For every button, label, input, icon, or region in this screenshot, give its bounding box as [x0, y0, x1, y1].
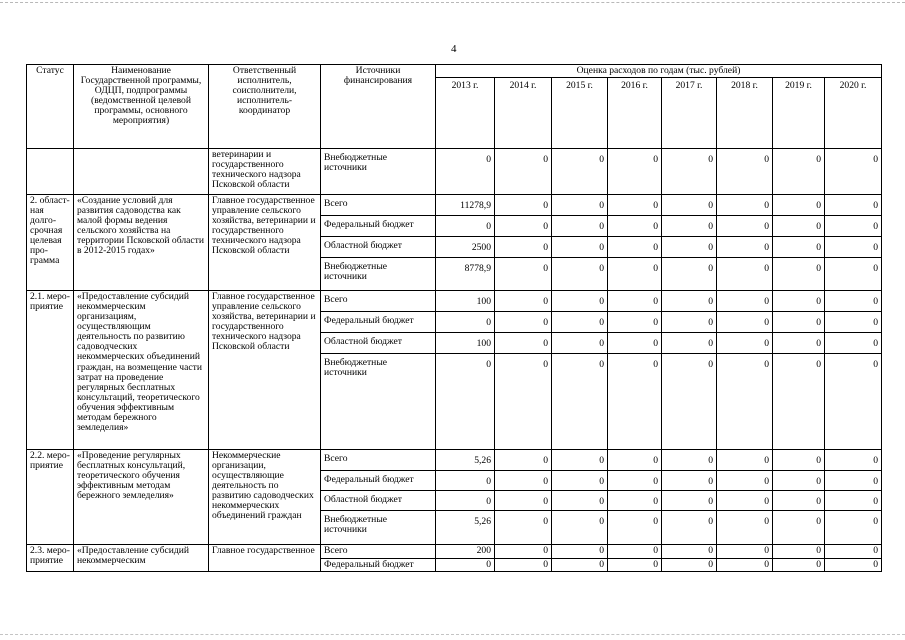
value-cell: 0 — [495, 237, 552, 258]
value-cell: 0 — [662, 354, 717, 450]
value-cell: 0 — [662, 491, 717, 511]
value-cell: 0 — [552, 258, 608, 291]
source-cell: Федеральный бюджет — [321, 216, 436, 237]
value-cell: 0 — [825, 333, 882, 354]
value-cell: 0 — [436, 491, 495, 511]
value-cell: 0 — [552, 354, 608, 450]
value-cell: 0 — [552, 237, 608, 258]
table-row — [27, 291, 882, 312]
scan-edge-bottom — [0, 634, 905, 635]
value-cell: 0 — [773, 333, 825, 354]
source-cell: Всего — [321, 545, 436, 559]
value-cell: 0 — [773, 450, 825, 471]
value-cell: 0 — [495, 354, 552, 450]
value-cell: 0 — [552, 149, 608, 195]
value-cell: 0 — [662, 471, 717, 491]
value-cell: 0 — [662, 312, 717, 333]
value-cell: 0 — [608, 511, 662, 545]
value-cell: 0 — [662, 559, 717, 572]
value-cell: 2500 — [436, 237, 495, 258]
value-cell: 0 — [608, 491, 662, 511]
name-cell — [74, 149, 209, 195]
value-cell: 0 — [662, 195, 717, 216]
value-cell: 0 — [717, 559, 773, 572]
value-cell: 0 — [495, 149, 552, 195]
table-row — [27, 195, 882, 216]
name-cell: «Создание условий для развития садоводства как малой формы ведения сельского хозяйства на территории Псковской области в 2012-2015 годах» — [74, 195, 209, 291]
status-cell: 2.1. меро-приятие — [27, 291, 74, 450]
value-cell: 0 — [608, 450, 662, 471]
value-cell: 0 — [825, 312, 882, 333]
scan-edge-top — [0, 2, 905, 3]
value-cell: 0 — [608, 216, 662, 237]
value-cell: 0 — [717, 545, 773, 559]
value-cell: 0 — [495, 559, 552, 572]
header-row — [27, 65, 882, 78]
responsible-cell: Главное государственное — [209, 545, 321, 572]
value-cell: 0 — [717, 333, 773, 354]
value-cell: 0 — [552, 333, 608, 354]
value-cell: 0 — [495, 291, 552, 312]
header-name: Наименование Государственной программы, ОДЦП, подпрограммы (ведомственной целевой программы, основного мероприятия) — [74, 65, 209, 149]
value-cell: 0 — [662, 149, 717, 195]
value-cell: 0 — [773, 149, 825, 195]
value-cell: 0 — [436, 471, 495, 491]
header-year: 2014 г. — [495, 78, 552, 149]
budget-table — [26, 64, 882, 572]
source-cell: Областной бюджет — [321, 491, 436, 511]
source-cell: Внебюджетные источники — [321, 511, 436, 545]
value-cell: 0 — [608, 545, 662, 559]
value-cell: 0 — [608, 312, 662, 333]
value-cell: 100 — [436, 291, 495, 312]
value-cell: 0 — [773, 559, 825, 572]
value-cell: 0 — [495, 258, 552, 291]
source-cell: Федеральный бюджет — [321, 559, 436, 572]
page-number: 4 — [451, 43, 457, 55]
value-cell: 5,26 — [436, 450, 495, 471]
value-cell: 0 — [608, 258, 662, 291]
value-cell: 0 — [773, 291, 825, 312]
value-cell: 0 — [608, 291, 662, 312]
value-cell: 0 — [773, 354, 825, 450]
value-cell: 0 — [552, 195, 608, 216]
value-cell: 0 — [495, 511, 552, 545]
source-cell: Внебюджетные источники — [321, 149, 436, 195]
table-row — [27, 545, 882, 559]
value-cell: 0 — [608, 149, 662, 195]
value-cell: 0 — [552, 545, 608, 559]
value-cell: 0 — [495, 216, 552, 237]
header-year: 2015 г. — [552, 78, 608, 149]
header-responsible: Ответственный исполнитель, соисполнители, исполнитель-координатор — [209, 65, 321, 149]
value-cell: 0 — [552, 291, 608, 312]
value-cell: 0 — [717, 312, 773, 333]
table-row — [27, 450, 882, 471]
value-cell: 0 — [717, 471, 773, 491]
value-cell: 0 — [773, 491, 825, 511]
value-cell: 100 — [436, 333, 495, 354]
value-cell: 0 — [825, 291, 882, 312]
value-cell: 0 — [773, 195, 825, 216]
value-cell: 0 — [662, 216, 717, 237]
source-cell: Областной бюджет — [321, 333, 436, 354]
value-cell: 0 — [436, 559, 495, 572]
value-cell: 0 — [436, 354, 495, 450]
value-cell: 0 — [608, 559, 662, 572]
value-cell: 0 — [825, 545, 882, 559]
value-cell: 0 — [608, 195, 662, 216]
value-cell: 0 — [495, 195, 552, 216]
value-cell: 0 — [717, 491, 773, 511]
name-cell: «Предоставление субсидий некоммерческим — [74, 545, 209, 572]
value-cell: 0 — [662, 333, 717, 354]
value-cell: 0 — [552, 559, 608, 572]
status-cell: 2.2. меро-приятие — [27, 450, 74, 545]
source-cell: Областной бюджет — [321, 237, 436, 258]
value-cell: 0 — [825, 511, 882, 545]
header-year: 2020 г. — [825, 78, 882, 149]
value-cell: 0 — [773, 471, 825, 491]
status-cell: 2.3. меро-приятие — [27, 545, 74, 572]
source-cell: Всего — [321, 450, 436, 471]
header-year: 2017 г. — [662, 78, 717, 149]
table-row — [27, 149, 882, 195]
value-cell: 0 — [717, 216, 773, 237]
value-cell: 0 — [552, 471, 608, 491]
header-year: 2018 г. — [717, 78, 773, 149]
value-cell: 0 — [825, 258, 882, 291]
responsible-cell: Главное государственное управление сельского хозяйства, ветеринарии и государственного технического надзора Псковской области — [209, 195, 321, 291]
value-cell: 0 — [825, 491, 882, 511]
value-cell: 0 — [662, 291, 717, 312]
value-cell: 0 — [825, 195, 882, 216]
value-cell: 0 — [608, 237, 662, 258]
value-cell: 0 — [436, 149, 495, 195]
value-cell: 0 — [825, 450, 882, 471]
value-cell: 0 — [717, 450, 773, 471]
value-cell: 0 — [717, 149, 773, 195]
value-cell: 0 — [495, 471, 552, 491]
value-cell: 0 — [825, 237, 882, 258]
value-cell: 200 — [436, 545, 495, 559]
name-cell: «Предоставление субсидий некоммерческим организациям, осуществляющим деятельность по развитию садоводческих некоммерческих объединений граждан, на возмещение части затрат на проведение регулярных бесплатных консультаций, теоретического обучения эффективным методам бережного земледелия» — [74, 291, 209, 450]
header-status: Статус — [27, 65, 74, 149]
value-cell: 0 — [825, 559, 882, 572]
value-cell: 0 — [717, 258, 773, 291]
value-cell: 0 — [495, 333, 552, 354]
value-cell: 11278,9 — [436, 195, 495, 216]
value-cell: 0 — [717, 354, 773, 450]
value-cell: 5,26 — [436, 511, 495, 545]
source-cell: Федеральный бюджет — [321, 312, 436, 333]
value-cell: 0 — [717, 237, 773, 258]
status-cell — [27, 149, 74, 195]
value-cell: 0 — [662, 511, 717, 545]
value-cell: 0 — [495, 491, 552, 511]
value-cell: 0 — [436, 216, 495, 237]
value-cell: 0 — [552, 216, 608, 237]
value-cell: 0 — [825, 471, 882, 491]
header-expenses: Оценка расходов по годам (тыс. рублей) — [436, 65, 882, 78]
value-cell: 0 — [552, 511, 608, 545]
status-cell: 2. област-ная долго-срочная целевая про-грамма — [27, 195, 74, 291]
value-cell: 0 — [662, 545, 717, 559]
source-cell: Внебюджетные источники — [321, 354, 436, 450]
value-cell: 0 — [825, 149, 882, 195]
source-cell: Всего — [321, 195, 436, 216]
value-cell: 0 — [662, 258, 717, 291]
header-year: 2019 г. — [773, 78, 825, 149]
value-cell: 0 — [773, 511, 825, 545]
value-cell: 8778,9 — [436, 258, 495, 291]
value-cell: 0 — [608, 471, 662, 491]
header-year: 2016 г. — [608, 78, 662, 149]
value-cell: 0 — [608, 333, 662, 354]
value-cell: 0 — [495, 450, 552, 471]
value-cell: 0 — [608, 354, 662, 450]
value-cell: 0 — [825, 216, 882, 237]
value-cell: 0 — [773, 312, 825, 333]
header-sources: Источники финансирования — [321, 65, 436, 149]
responsible-cell: ветеринарии и государственного технического надзора Псковской области — [209, 149, 321, 195]
value-cell: 0 — [773, 237, 825, 258]
value-cell: 0 — [436, 312, 495, 333]
value-cell: 0 — [717, 291, 773, 312]
value-cell: 0 — [773, 216, 825, 237]
value-cell: 0 — [717, 511, 773, 545]
value-cell: 0 — [495, 312, 552, 333]
value-cell: 0 — [552, 450, 608, 471]
name-cell: «Проведение регулярных бесплатных консультаций, теоретического обучения эффективным методам бережного земледелия» — [74, 450, 209, 545]
value-cell: 0 — [825, 354, 882, 450]
source-cell: Федеральный бюджет — [321, 471, 436, 491]
header-year: 2013 г. — [436, 78, 495, 149]
value-cell: 0 — [662, 450, 717, 471]
value-cell: 0 — [495, 545, 552, 559]
responsible-cell: Главное государственное управление сельского хозяйства, ветеринарии и государственного технического надзора Псковской области — [209, 291, 321, 450]
value-cell: 0 — [773, 258, 825, 291]
value-cell: 0 — [662, 237, 717, 258]
value-cell: 0 — [552, 491, 608, 511]
responsible-cell: Некоммерческие организации, осуществляющие деятельность по развитию садоводческих некоммерческих объединений граждан — [209, 450, 321, 545]
source-cell: Всего — [321, 291, 436, 312]
value-cell: 0 — [552, 312, 608, 333]
source-cell: Внебюджетные источники — [321, 258, 436, 291]
value-cell: 0 — [717, 195, 773, 216]
value-cell: 0 — [773, 545, 825, 559]
